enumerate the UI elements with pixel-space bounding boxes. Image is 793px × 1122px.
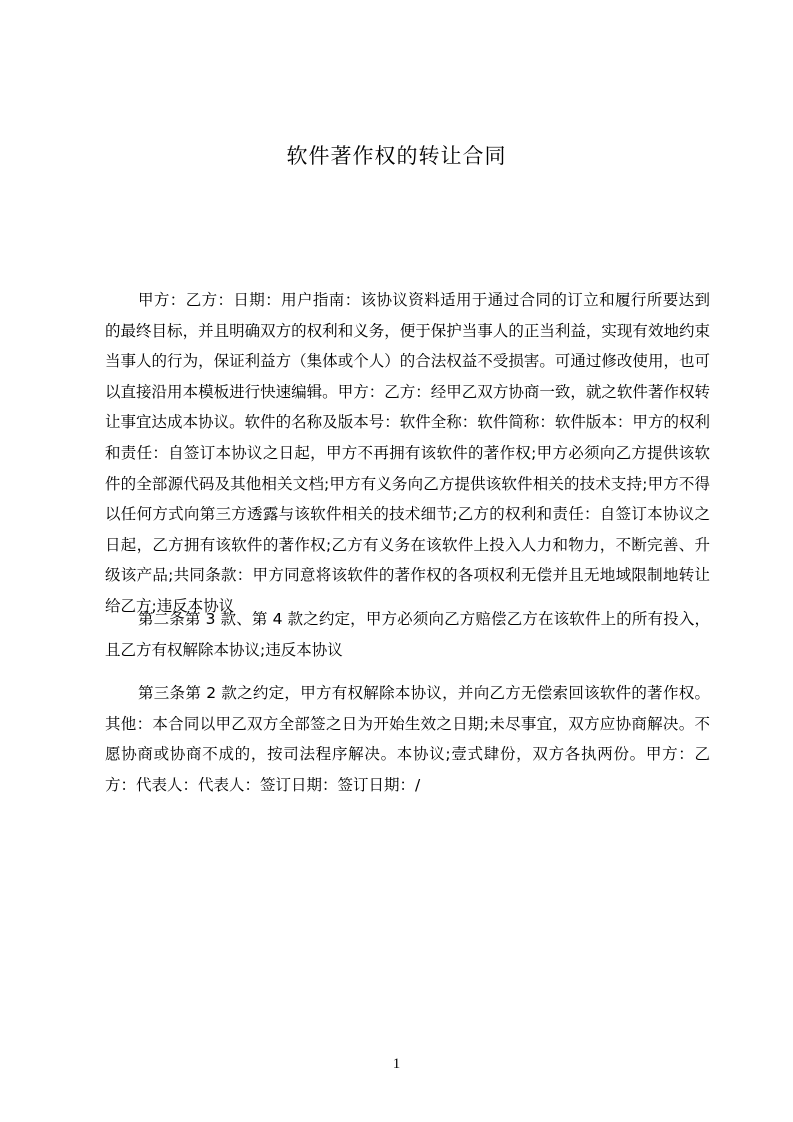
page-number: 1 (392, 1056, 401, 1072)
body-paragraph-3: 第三条第 2 款之约定，甲方有权解除本协议，并向乙方无偿索回该软件的著作权。其他：本合同以甲乙双方全部签之日为开始生效之日期;未尽事宜，双方应协商解决。不愿协商或协商不成的，按司法程序解决。本协议;壹式肆份，双方各执两份。甲方：乙方：代表人：代表人：签订日期：签订日期：/ (105, 684, 710, 794)
body-paragraph-1: 甲方：乙方：日期：用户指南：该协议资料适用于通过合同的订立和履行所要达到的最终目标，并且明确双方的权利和义务，便于保护当事人的正当利益，实现有效地约束当事人的行为，保证利益方（集体或个人）的合法权益不受损害。可通过修改使用，也可以直接沿用本模板进行快速编辑。甲方：乙方：经甲乙双方协商一致，就之软件著作权转让事宜达成本协议。软件的名称及版本号：软件全称：软件简称：软件版本：甲方的权利和责任：自签订本协议之日起，甲方不再拥有该软件的著作权;甲方必须向乙方提供该软件的全部源代码及其他相关文档;甲方有义务向乙方提供该软件相关的技术支持;甲方不得以任何方式向第三方透露与该软件相关的技术细节;乙方的权利和责任：自签订本协议之日起，乙方拥有该软件的著作权;乙方有义务在该软件上投入人力和物力，不断完善、升级该产品;共同条款：甲方同意将该软件的著作权的各项权利无偿并且无地域限制地转让给乙方;违反本协议 (105, 291, 710, 615)
body-paragraph-2: 第二条第 3 款、第 4 款之约定，甲方必须向乙方赔偿乙方在该软件上的所有投入，且乙方有权解除本协议;违反本协议 (105, 610, 710, 659)
document-title: 软件著作权的转让合同 (286, 144, 507, 168)
